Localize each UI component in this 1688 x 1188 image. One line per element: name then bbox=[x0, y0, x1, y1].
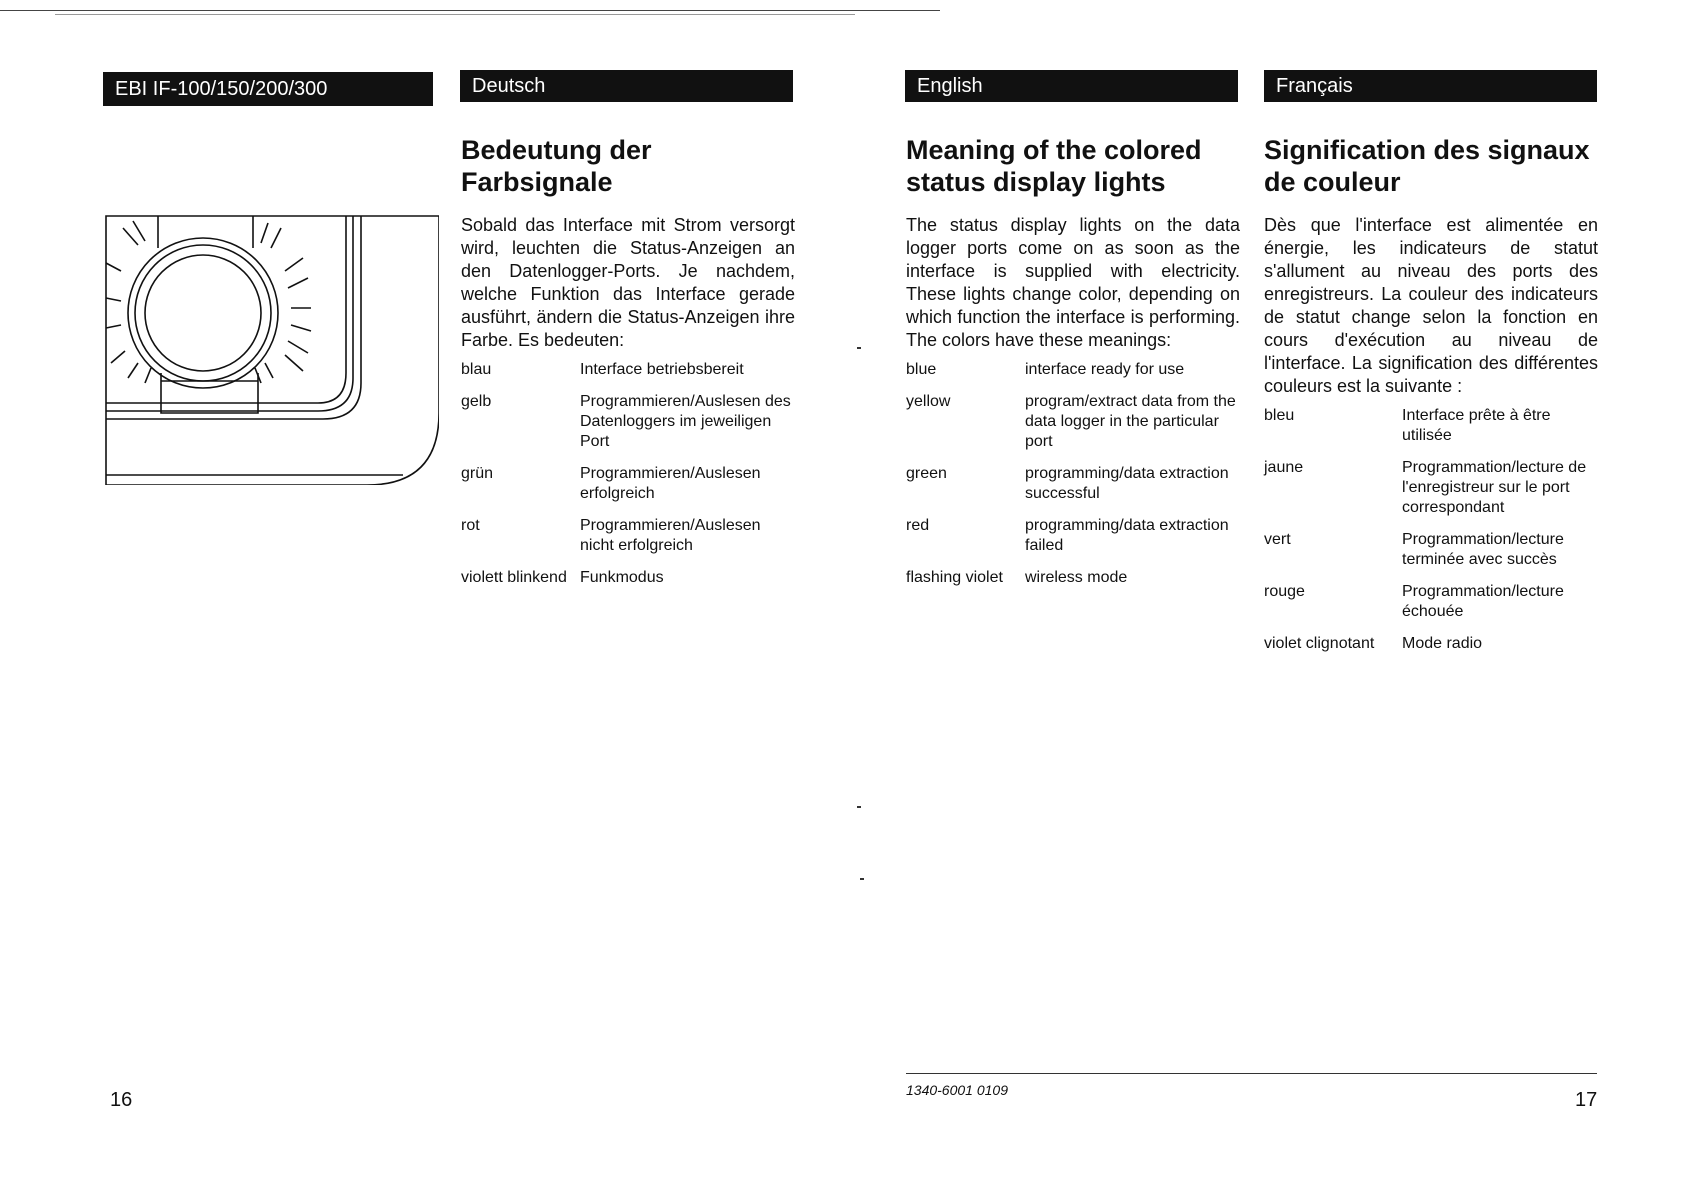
color-row bbox=[461, 516, 795, 556]
lang-bar-deutsch: Deutsch bbox=[460, 70, 793, 102]
color-name: red bbox=[906, 517, 930, 534]
color-meaning: Programmieren/Auslesen des Datenloggers im jeweiligen Port bbox=[580, 393, 791, 450]
section-heading: Meaning of the colored status display lights bbox=[906, 135, 1202, 197]
color-meaning: programming/data extraction failed bbox=[1025, 517, 1229, 554]
color-name: violett blinkend bbox=[461, 569, 567, 586]
lang-bar-english: English bbox=[905, 70, 1238, 102]
page-number-right: 17 bbox=[1575, 1089, 1598, 1111]
color-meaning: Programmation/lecture terminée avec succès bbox=[1402, 531, 1564, 568]
color-row bbox=[906, 464, 1240, 504]
color-name: blau bbox=[461, 361, 492, 378]
color-meaning: Programmieren/Auslesen nicht erfolgreich bbox=[580, 517, 761, 554]
model-bar: EBI IF-100/150/200/300 bbox=[103, 72, 433, 106]
color-meaning-list bbox=[1264, 406, 1598, 654]
color-meaning: program/extract data from the data logger in the particular port bbox=[1025, 393, 1236, 450]
color-row bbox=[461, 392, 795, 452]
color-name: violet clignotant bbox=[1264, 635, 1375, 652]
color-meaning-list bbox=[461, 360, 795, 588]
color-row bbox=[1264, 530, 1598, 570]
color-name: rot bbox=[461, 517, 480, 534]
port-status-light-illustration bbox=[103, 213, 439, 485]
color-meaning: wireless mode bbox=[1025, 569, 1128, 586]
color-row bbox=[906, 516, 1240, 556]
section-intro: Sobald das Interface mit Strom versorgt wird, leuchten die Status-Anzeigen an den Datenlogger-Ports. Je nachdem, welche Funktion das Interface gerade ausführt, ändern die Status-Anzeigen ihre Farbe. Es bedeuten: bbox=[461, 215, 795, 350]
lang-bar-francais: Français bbox=[1264, 70, 1597, 102]
color-meaning: Funkmodus bbox=[580, 569, 664, 586]
color-name: rouge bbox=[1264, 583, 1305, 600]
section-heading: Bedeutung der Farbsignale bbox=[461, 135, 652, 197]
scan-speck bbox=[857, 806, 861, 808]
color-meaning-list bbox=[906, 360, 1240, 588]
color-name: flashing violet bbox=[906, 569, 1003, 586]
section-deutsch bbox=[461, 134, 795, 600]
section-intro: Dès que l'interface est alimentée en énergie, les indicateurs de statut s'allument au niveau des ports des enregistreurs. La couleur des indicateurs de statut change selon la fonction en cours d'exécution au niveau de l'interface. La signification des différentes couleurs est la suivante : bbox=[1264, 215, 1598, 396]
top-rule bbox=[0, 10, 940, 11]
color-row bbox=[461, 568, 795, 588]
footer-rule bbox=[906, 1073, 1597, 1074]
color-meaning: interface ready for use bbox=[1025, 361, 1185, 378]
color-row bbox=[906, 568, 1240, 588]
color-row bbox=[1264, 582, 1598, 622]
color-name: jaune bbox=[1264, 459, 1304, 476]
color-meaning: Interface betriebsbereit bbox=[580, 361, 744, 378]
page-number-left: 16 bbox=[110, 1089, 133, 1111]
color-name: bleu bbox=[1264, 407, 1295, 424]
scan-speck bbox=[860, 878, 864, 880]
color-meaning: programming/data extraction successful bbox=[1025, 465, 1229, 502]
section-intro: The status display lights on the data logger ports come on as soon as the interface is supplied with electricity. These lights change color, depending on which function the interface is performing. The colors have these meanings: bbox=[906, 215, 1240, 350]
scan-speck bbox=[857, 347, 861, 349]
color-name: blue bbox=[906, 361, 937, 378]
section-francais bbox=[1264, 134, 1598, 666]
color-name: gelb bbox=[461, 393, 492, 410]
section-english bbox=[906, 134, 1240, 600]
color-meaning: Mode radio bbox=[1402, 635, 1483, 652]
color-name: green bbox=[906, 465, 947, 482]
top-rule-faint bbox=[55, 14, 855, 15]
color-row bbox=[461, 464, 795, 504]
color-name: grün bbox=[461, 465, 494, 482]
color-row bbox=[906, 392, 1240, 452]
section-heading: Signification des signaux de couleur bbox=[1264, 135, 1590, 197]
color-row bbox=[1264, 634, 1598, 654]
color-name: yellow bbox=[906, 393, 951, 410]
color-meaning: Programmation/lecture de l'enregistreur sur le port correspondant bbox=[1402, 459, 1587, 516]
color-meaning: Programmation/lecture échouée bbox=[1402, 583, 1564, 620]
document-code: 1340-6001 0109 bbox=[906, 1082, 1008, 1098]
color-row bbox=[461, 360, 795, 380]
color-meaning: Interface prête à être utilisée bbox=[1402, 407, 1551, 444]
color-meaning: Programmieren/Auslesen erfolgreich bbox=[580, 465, 761, 502]
color-row bbox=[1264, 458, 1598, 518]
color-name: vert bbox=[1264, 531, 1291, 548]
color-row bbox=[906, 360, 1240, 380]
color-row bbox=[1264, 406, 1598, 446]
